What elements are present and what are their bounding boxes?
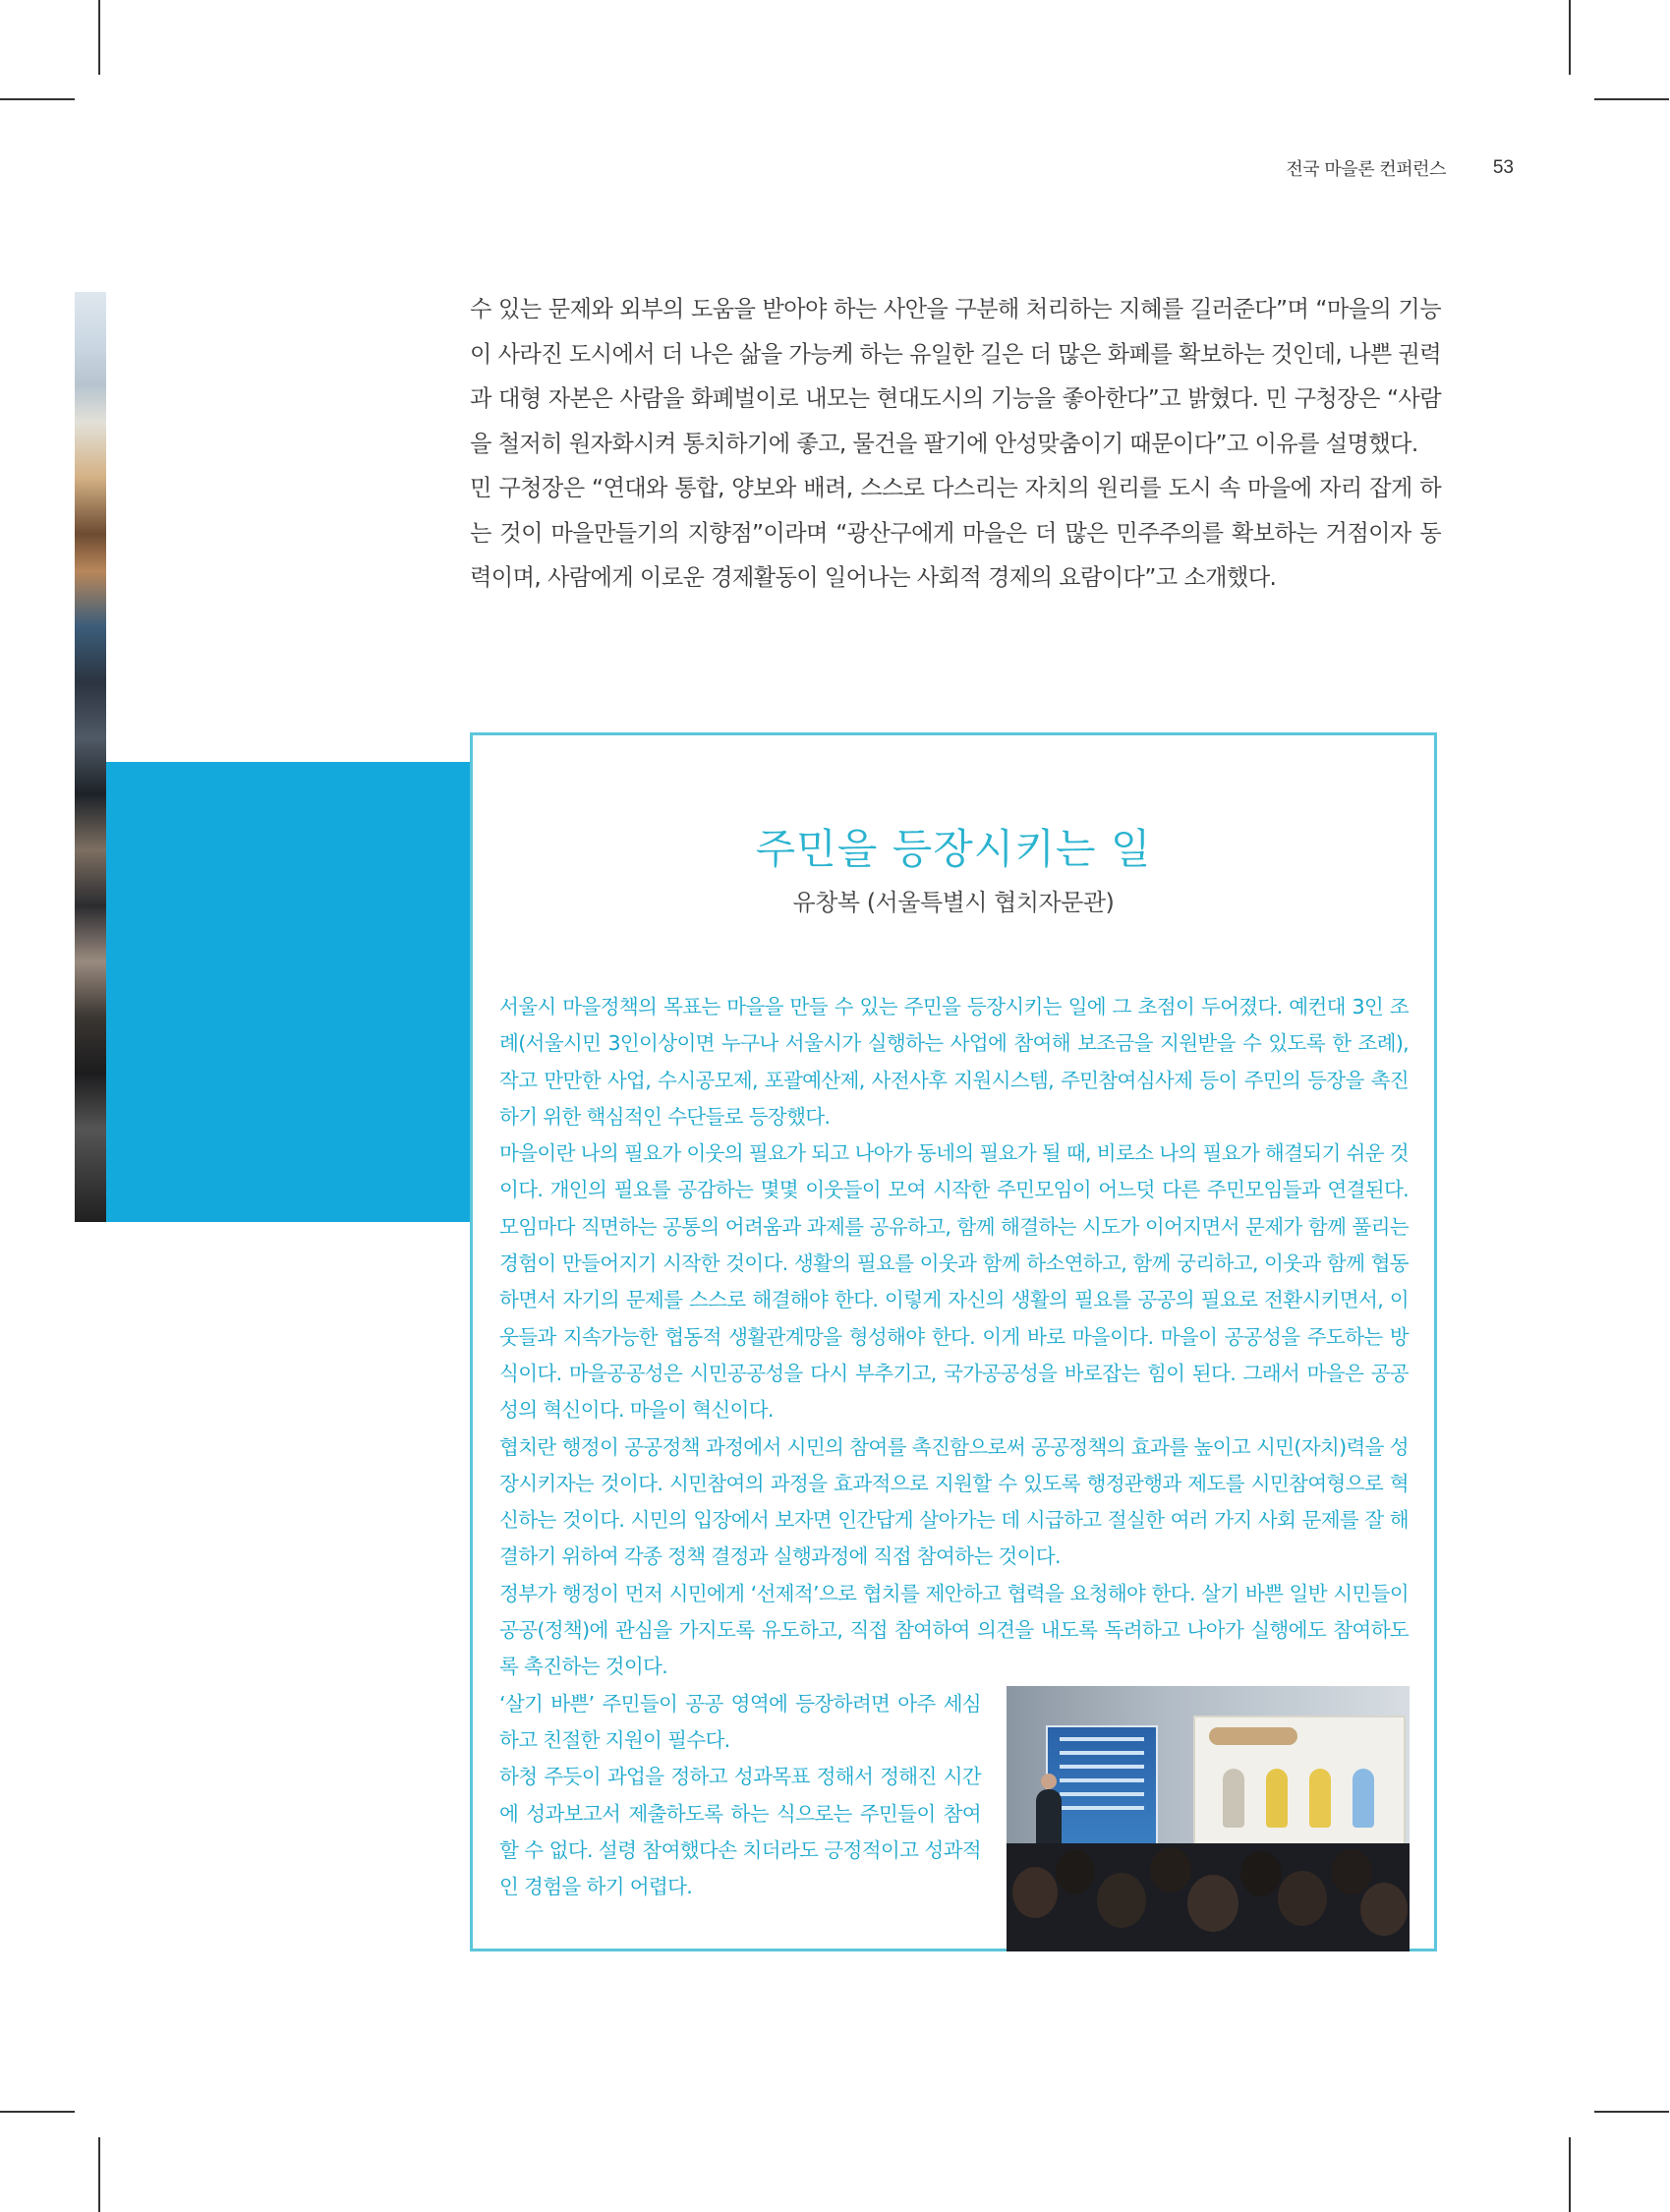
crop-mark (0, 98, 75, 100)
accent-band (106, 762, 472, 1222)
page-number: 53 (1492, 157, 1514, 178)
photo-audience (1007, 1843, 1410, 1951)
article-body (470, 287, 1441, 601)
crop-mark (1594, 98, 1669, 100)
box-paragraph: 마을이란 나의 필요가 이웃의 필요가 되고 나아가 동네의 필요가 될 때, 비로소 나의 필요가 해결되기 쉬운 것이다. 개인의 필요를 공감하는 몇몇 이웃들이 모여 시작한 주민모임이 어느덧 다른 주민모임들과 연결된다. 모임마다 직면하는 공통의 어려움과 과제를 공유하고, 함께 해결하는 시도가 이어지면서 문제가 함께 풀리는 경험이 만들어지기 시작한 것이다. 생활의 필요를 이웃과 함께 하소연하고, 함께 궁리하고, 이웃과 함께 협동하면서 자기의 문제를 스스로 해결해야 한다. 이렇게 자신의 생활의 필요를 공공의 필요로 전환시키면서, 이웃들과 지속가능한 협동적 생활관계망을 형성해야 한다. 이게 바로 마을이다. 마을이 공공성을 주도하는 방식이다. 마을공공성은 시민공공성을 다시 부추기고, 국가공공성을 바로잡는 힘이 된다. 그래서 마을은 공공성의 혁신이다. 마을이 혁신이다. (499, 1141, 1409, 1423)
box-paragraph: 정부가 행정이 먼저 시민에게 ‘선제적’으로 협치를 제안하고 협력을 요청해야 한다. 살기 바쁜 일반 시민들이 공공(정책)에 관심을 가지도록 유도하고, 직접 참여하여 의견을 내도록 독려하고 나아가 실행에도 참여하도록 촉진하는 것이다. (499, 1581, 1409, 1679)
body-paragraph: 민 구청장은 “연대와 통합, 양보와 배려, 스스로 다스리는 자치의 원리를 도시 속 마을에 자리 잡게 하는 것이 마을만들기의 지향점”이라며 “광산구에게 마을은 더 많은 민주주의를 확보하는 거점이자 동력이며, 사람에게 이로운 경제활동이 일어나는 사회적 경제의 요람이다”고 소개했다. (470, 475, 1441, 591)
running-head-title: 전국 마을론 컨퍼런스 (1286, 159, 1446, 180)
crop-mark (98, 2137, 100, 2212)
box-title: 주민을 등장시키는 일 (755, 825, 1152, 873)
crop-mark (0, 2111, 75, 2113)
crop-mark (1569, 0, 1571, 75)
running-head (1209, 155, 1514, 181)
box-author: 유창복 (서울특별시 협치자문관) (792, 889, 1115, 916)
side-photo-strip (75, 292, 106, 1222)
box-paragraph: 협치란 행정이 공공정책 과정에서 시민의 참여를 촉진함으로써 공공정책의 효과를 높이고 시민(자치)력을 성장시키자는 것이다. 시민참여의 과정을 효과적으로 지원할 수 있도록 행정관행과 제도를 시민참여형으로 혁신하는 것이다. 시민의 입장에서 보자면 인간답게 살아가는 데 시급하고 절실한 여러 가지 사회 문제를 잘 해결하기 위하여 각종 정책 결정과 실행과정에 직접 참여하는 것이다. (499, 1434, 1409, 1569)
box-paragraph: 하청 주듯이 과업을 정하고 성과목표 정해서 정해진 시간에 성과보고서 제출하도록 하는 식으로는 주민들이 참여할 수 없다. 설령 참여했다손 치더라도 긍정적이고 성과적인 경험을 하기 어렵다. (499, 1765, 981, 1899)
photo-projection-screen (1193, 1716, 1406, 1857)
crop-mark (1569, 2137, 1571, 2212)
box-paragraph: 서울시 마을정책의 목표는 마을을 만들 수 있는 주민을 등장시키는 일에 그 초점이 두어졌다. 예컨대 3인 조례(서울시민 3인이상이면 누구나 서울시가 실행하는 사업에 참여해 보조금을 지원받을 수 있도록 한 조례), 작고 만만한 사업, 수시공모제, 포괄예산제, 사전사후 지원시스템, 주민참여심사제 등이 주민의 등장을 촉진하기 위한 핵심적인 수단들로 등장했다. (499, 995, 1409, 1129)
box-paragraph: ‘살기 바쁜’ 주민들이 공공 영역에 등장하려면 아주 세심하고 친절한 지원이 필수다. (499, 1691, 981, 1752)
crop-mark (1594, 2111, 1669, 2113)
event-photo (1007, 1686, 1410, 1951)
body-paragraph: 수 있는 문제와 외부의 도움을 받아야 하는 사안을 구분해 처리하는 지혜를 길러준다”며 “마을의 기능이 사라진 도시에서 더 나은 삶을 가능케 하는 유일한 길은 더 많은 화폐를 확보하는 것인데, 나쁜 권력과 대형 자본은 사람을 화폐벌이로 내모는 현대도시의 기능을 좋아한다”고 밝혔다. 민 구청장은 “사람을 철저히 원자화시켜 통치하기에 좋고, 물건을 팔기에 안성맞춤이기 때문이다”고 이유를 설명했다. (470, 296, 1441, 457)
crop-mark (98, 0, 100, 75)
sidebar-box (470, 732, 1437, 1951)
